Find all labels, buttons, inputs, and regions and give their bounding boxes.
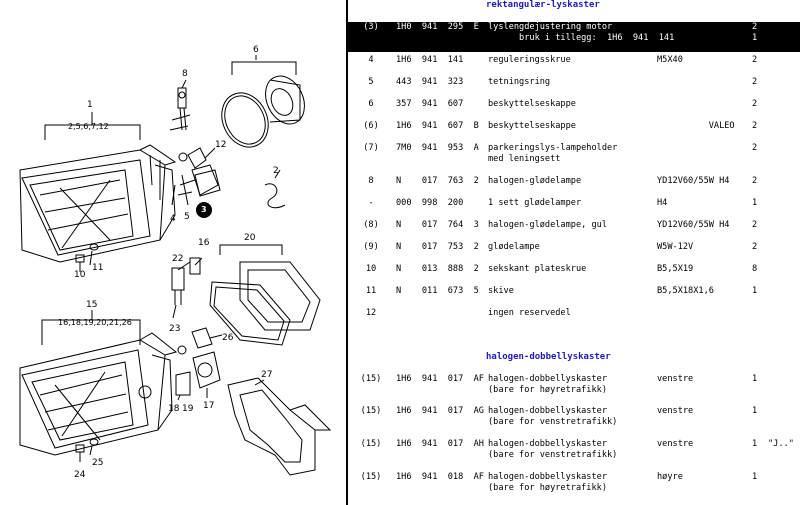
part-row[interactable] [348,439,800,469]
part-spec: YD12V60/55W H4 [657,220,730,230]
callout-16: 16 [198,238,210,248]
callout-19: 19 [182,404,194,414]
part-position: (8) [363,220,379,230]
part-row[interactable] [348,374,800,404]
part-spec: M5X40 [657,55,683,65]
part-number: 1H6 941 017 AF [396,374,484,384]
callout-27: 27 [261,370,273,380]
part-spec: venstre [657,406,694,416]
part-row-selected[interactable] [348,22,800,52]
part-description: 1 sett glødelamper [488,198,582,208]
part-quantity: 2 [752,77,758,87]
part-position: (15) [360,439,382,449]
part-row[interactable] [348,472,800,502]
part-number: 1H0 941 295 E [396,22,479,32]
part-number: 443 941 323 [396,77,464,87]
part-number: 1H6 941 017 AG [396,406,484,416]
part-description: parkeringslys-lampeholder med leningsett [488,143,618,164]
part-position: 12 [365,308,377,318]
part-spec: YD12V60/55W H4 [657,176,730,186]
part-number: N 017 753 2 [396,242,479,252]
callout-12: 12 [215,140,227,150]
callout-8: 8 [182,69,188,79]
part-number: N 017 763 2 [396,176,479,186]
part-position: 11 [365,286,377,296]
part-quantity: 1 [752,472,758,482]
headlight-illustration [0,0,346,505]
part-row[interactable] [348,406,800,436]
part-quantity: 2 [752,176,758,186]
callout-26: 26 [222,333,234,343]
part-quantity: 2 [752,242,758,252]
part-position: (15) [360,472,382,482]
part-quantity: 2 [752,143,758,153]
callout-4: 4 [170,214,176,224]
section-title-halogen-double: halogen-dobbellyskaster [486,352,611,362]
part-description: lyslengdejustering motor bruk i tillegg: 1H6 941 141 [488,22,675,43]
part-spec: B5,5X18X1,6 [657,286,714,296]
callout-22: 22 [172,254,184,264]
callout-25: 25 [92,458,104,468]
part-quantity: 1 [752,198,758,208]
part-position: 5 [368,77,374,87]
callout-1: 1 [87,100,93,110]
exploded-diagram [0,0,346,505]
part-number: 357 941 607 [396,99,464,109]
part-position: (15) [360,406,382,416]
part-number: 7M0 941 953 A [396,143,479,153]
part-description: tetningsring [488,77,551,87]
part-number: 1H6 941 607 B [396,121,479,131]
part-spec: W5W-12V [657,242,694,252]
callout-15-sublist: 16,18,19,20,21,26 [58,318,132,327]
part-row[interactable] [348,308,800,338]
part-number: N 017 764 3 [396,220,479,230]
part-position: (9) [363,242,379,252]
part-description: halogen-dobbellyskaster (bare for venstretrafikk) [488,406,618,427]
section-title-rectangular: rektangulær-lyskaster [486,0,600,10]
part-position: 10 [365,264,377,274]
callout-15: 15 [86,300,98,310]
part-position: (3) [363,22,379,32]
upper-headlight [20,145,175,262]
part-spec: H4 [657,198,668,208]
part-quantity: 2 [752,220,758,230]
part-spec: venstre [657,439,694,449]
part-description: reguleringsskrue [488,55,571,65]
part-position: (6) [363,121,379,131]
part-position: (15) [360,374,382,384]
callout-2: 2 [273,166,279,176]
part-quantity: 2 [752,121,758,131]
part-description: glødelampe [488,242,540,252]
part-row[interactable] [348,143,800,173]
part-description: ingen reservedel [488,308,571,318]
part-quantity: 2 1 [752,22,758,43]
part-description: beskyttelseskappe [488,99,576,109]
callout-3: 3 [201,205,207,214]
lower-headlight [20,333,176,455]
callout-23: 23 [169,324,181,334]
part-position: 4 [368,55,374,65]
part-spec: VALEO [657,121,735,131]
callout-18: 18 [168,404,180,414]
part-quantity: 8 [752,264,758,274]
part-quantity: 2 [752,55,758,65]
part-spec: B5,5X19 [657,264,694,274]
part-description: halogen-dobbellyskaster (bare for venstretrafikk) [488,439,618,460]
part-description: halogen-dobbellyskaster (bare for høyretrafikk) [488,472,607,493]
part-quantity: 1 [752,286,758,296]
callout-24: 24 [74,470,86,480]
part-description: skive [488,286,514,296]
part-number: N 013 888 2 [396,264,479,274]
callout-1-sublist: 2,5,6,7,12 [68,122,109,131]
part-position: 8 [368,176,374,186]
part-description: halogen-glødelampe [488,176,582,186]
part-quantity: 1 [752,406,758,416]
part-description: sekskant plateskrue [488,264,587,274]
part-position: - [368,198,374,208]
parts-list [348,0,800,505]
callout-11: 11 [92,263,104,273]
callout-10: 10 [74,270,86,280]
part-number: N 011 673 5 [396,286,479,296]
part-spec: høyre [657,472,683,482]
part-quantity: 1 [752,439,758,449]
callout-20: 20 [244,233,256,243]
part-quantity: 1 [752,374,758,384]
part-position: (7) [363,143,379,153]
part-description: beskyttelseskappe [488,121,576,131]
part-spec: venstre [657,374,694,384]
part-number: 000 998 200 [396,198,464,208]
part-number: 1H6 941 018 AF [396,472,484,482]
part-position: 6 [368,99,374,109]
part-quantity: 2 [752,99,758,109]
part-number: 1H6 941 141 [396,55,464,65]
callout-17: 17 [203,401,215,411]
part-number: 1H6 941 017 AH [396,439,484,449]
callout-5: 5 [184,212,190,222]
part-description: halogen-dobbellyskaster (bare for høyretrafikk) [488,374,607,395]
part-description: halogen-glødelampe, gul [488,220,607,230]
part-remark: "J.." [768,439,794,449]
callout-6: 6 [253,45,259,55]
